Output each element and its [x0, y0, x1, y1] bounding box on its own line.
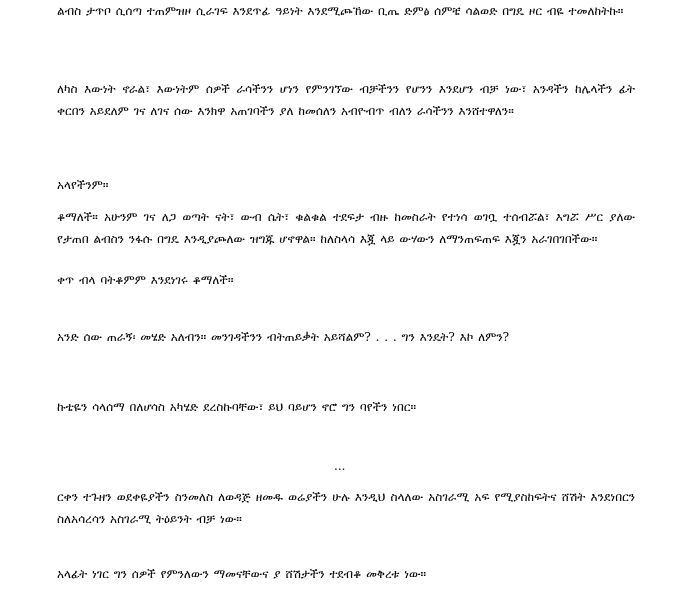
paragraph-6: አንድ ሰው ጠራኝ፡ መሄድ አለብን። መንገዳችንን ብትጠይቃት አይሻልም? . . . ግን እንዴት? እኮ ለምን?	[57, 330, 510, 344]
paragraph-9: አላፊት ነገር ግን ሰዎች የምንለውን ማመናቸውና ያ ሸሽታችን ተደብቆ መቅረቱ ነው።	[57, 567, 427, 581]
paragraph-2: ለካስ እውነት ኖራል፣ እውነትም ሰዎች ራሳችንን ሆነን የምንገኘው ብቻችንን የሆንን እንደሆን ብቻ ነው፣ አንዳችን ከሌላችን ፊት ቀርበን አይደለም ገና ለገና ሰው እንክዋ አጠገባችን ያለ ከመሰለን አብዮብጥ ብለን ራሳችንን እንሸተዋለን።	[57, 82, 635, 118]
paragraph-5: ቀጥ ብላ ባትቆምም እንደነገሩ ቆማለች።	[57, 273, 234, 287]
paragraph-3: አላየችንም።	[57, 178, 109, 192]
paragraph-1: ልብስ ታጥቦ ሲሰጣ ተጠምዝዞ ሲራገፍ እንደጥፊ ዓይነት እንደሚጮኸው ቢጤ ድምፅ ሰምቼ ሳልወድ በግዴ ዞር ብዬ ተመለከትኩ።	[57, 4, 624, 18]
section-separator: ...	[334, 459, 346, 473]
paragraph-8: ርቀን ተጉዘን ወደቀዬያችን ስንመለስ ለወዳጅ ዘመዱ ወሬያችን ሁሉ እንዲህ ስላለው አስገራሚ አፍ የሚያስከፍትና ሸሽት እንደነበርን ስለአሳረሳን አስገራሚ ትዕይንት ብቻ ነው።	[57, 490, 635, 526]
paragraph-4: ቆማለች። አሁንም ገና ለጋ ወጣት ናት፣ ውብ ሴት፣ ቁልቁል ተደፍታ ብዙ ከመስራት የተነሳ ወገቧ ተሰብሯል፣ እግሯ ሥር ያለው የታጠበ ልብስን ንፋሱ በግዴ እንዲያጮለው ዝግጁ ሆኖዋል። ከለስላሳ እጇ ላይ ውሃውን ለማንጠፍጠፍ እጇን አራገበገበችው።	[57, 210, 635, 246]
paragraph-7: ኩቴዬን ሳላሰማ በለሆሳስ አካሄድ ደረስኩባቸው፣ ይህ ባይሆን ኖሮ ግን ባየችን ነበር።	[57, 400, 417, 414]
